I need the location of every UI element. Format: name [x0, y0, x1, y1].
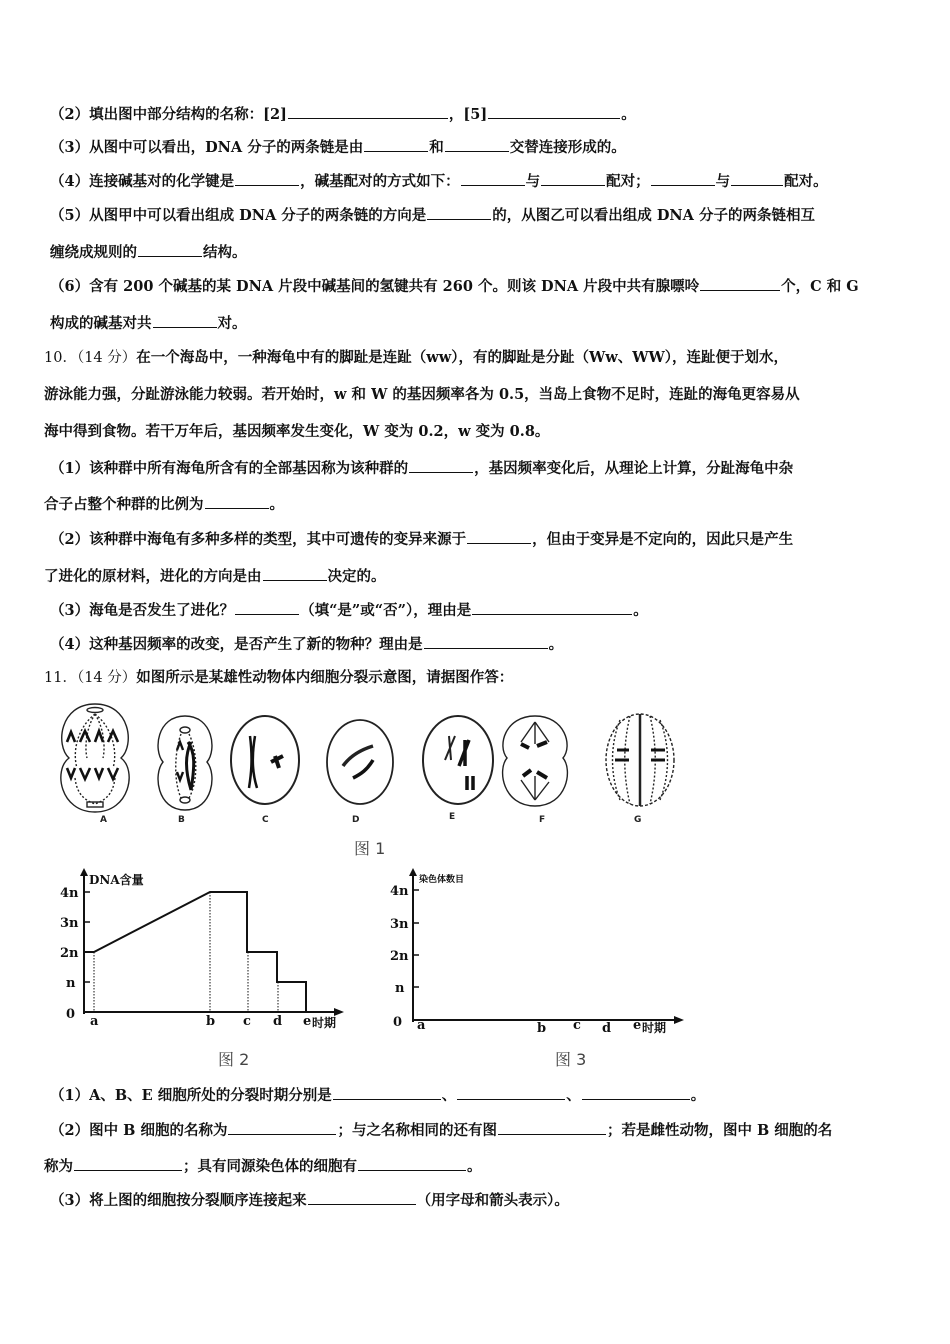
- svg-text:c: c: [243, 1014, 251, 1029]
- q10-p4-prefix: （4）这种基因频率的改变，是否产生了新的物种？理由是: [50, 636, 423, 653]
- answer-blank[interactable]: [364, 137, 428, 152]
- q10-stem-line3: [44, 422, 910, 442]
- q9-p4-mid2: 与: [525, 173, 541, 190]
- q9-p4-mid3: 配对；: [606, 173, 650, 190]
- answer-blank[interactable]: [461, 171, 525, 186]
- svg-text:d: d: [602, 1021, 612, 1036]
- q9-part3: [50, 137, 910, 158]
- q11-p2-line2-mid: ；具有同源染色体的细胞有: [183, 1158, 357, 1175]
- q9-p5-line2-end: 结构。: [203, 244, 247, 261]
- q10-p3-prefix: （3）海龟是否发生了进化？: [50, 602, 235, 619]
- q9-part5: [50, 205, 910, 226]
- answer-blank[interactable]: [288, 104, 448, 119]
- q10-p3-end: 。: [633, 602, 648, 619]
- svg-text:3n: 3n: [390, 917, 409, 932]
- q9-p6-prefix: （6）含有 200 个碱基的某 DNA 片段中碱基间的氢键共有 260 个。则该 DNA 片段中共有腺嘌呤: [50, 278, 700, 295]
- q11-p2-prefix: （2）图中 B 细胞的名称为: [50, 1122, 228, 1139]
- answer-blank[interactable]: [488, 104, 620, 119]
- q11-p2-mid: ；与之名称相同的还有图: [337, 1122, 497, 1139]
- figure1-caption: 图 1: [354, 839, 386, 858]
- q10-part3: [50, 600, 910, 621]
- cell-d: [327, 720, 393, 804]
- cell-label-d: D: [352, 815, 360, 825]
- answer-blank[interactable]: [427, 205, 491, 220]
- cell-g: [606, 714, 674, 806]
- q9-part4: [50, 171, 910, 192]
- q10-p2-line2-end: 决定的。: [327, 568, 386, 585]
- q9-p5-end: 的，从图乙可以看出组成 DNA 分子的两条链相互: [492, 207, 815, 224]
- answer-blank[interactable]: [153, 313, 217, 328]
- cell-label-f: F: [539, 815, 546, 825]
- q10-p4-end: 。: [548, 636, 564, 653]
- q10-p2-end: ，但由于变异是不定向的，因此只是产生: [532, 531, 794, 548]
- answer-blank[interactable]: [308, 1190, 416, 1205]
- q9-part6: [50, 276, 910, 297]
- cell-a: [61, 704, 129, 812]
- q10-part4: [50, 634, 910, 655]
- svg-text:c: c: [573, 1018, 581, 1033]
- cell-b: [158, 716, 212, 810]
- answer-blank[interactable]: [205, 494, 269, 509]
- svg-text:b: b: [537, 1021, 547, 1036]
- answer-blank[interactable]: [445, 137, 509, 152]
- q9-p4-mid4: 与: [715, 173, 731, 190]
- svg-text:时期: 时期: [312, 1016, 337, 1030]
- q11-p1-sep: 、: [566, 1087, 581, 1104]
- q9-p6-line2-prefix: 构成的碱基对共: [50, 315, 152, 332]
- q10-stem-text: 海中得到食物。若干万年后，基因频率发生变化，W 变为 0.2，w 变为 0.8。: [44, 423, 550, 440]
- q9-p4-mid1: ，碱基配对的方式如下：: [300, 173, 460, 190]
- answer-blank[interactable]: [74, 1156, 182, 1171]
- q9-p3-end: 交替连接形成的。: [509, 139, 626, 156]
- q10-stem-text: 游泳能力强，分趾游泳能力较弱。若开始时，w 和 W 的基因频率各为 0.5，当岛上食物不足时，连趾的海龟更容易从: [44, 386, 800, 403]
- q10-part2-line2: [44, 566, 910, 587]
- q11-part2-line2: [44, 1156, 910, 1177]
- q11-part1: [50, 1085, 910, 1106]
- svg-text:n: n: [395, 981, 405, 996]
- q11-p1-end: 。: [690, 1087, 706, 1104]
- svg-text:4n: 4n: [60, 886, 79, 901]
- q11-part3: [50, 1190, 910, 1211]
- svg-text:d: d: [273, 1014, 283, 1029]
- answer-blank[interactable]: [467, 529, 531, 544]
- svg-text:e: e: [303, 1014, 312, 1029]
- cell-f: [503, 716, 568, 806]
- cell-e: [423, 716, 493, 804]
- q9-p5-line2-prefix: 缠绕成规则的: [50, 244, 137, 261]
- answer-blank[interactable]: [235, 600, 299, 615]
- svg-text:a: a: [417, 1018, 426, 1033]
- svg-text:时期: 时期: [642, 1021, 667, 1035]
- q10-p1-prefix: （1）该种群中所有海龟所含有的全部基因称为该种群的: [50, 460, 409, 477]
- q9-p3-mid: 和: [429, 139, 444, 156]
- svg-text:2n: 2n: [60, 946, 79, 961]
- answer-blank[interactable]: [333, 1085, 441, 1100]
- svg-text:染色体数目: 染色体数目: [419, 875, 465, 885]
- svg-text:0: 0: [393, 1015, 403, 1030]
- svg-text:2n: 2n: [390, 949, 409, 964]
- q9-part6-line2: [50, 313, 910, 334]
- figure1-cell-diagrams: [55, 700, 695, 830]
- q11-p1-sep: 、: [441, 1087, 457, 1104]
- q10-stem-line1: [44, 348, 910, 368]
- q10-p2-prefix: （2）该种群中海龟有多种多样的类型，其中可遗传的变异来源于: [50, 531, 467, 548]
- answer-blank[interactable]: [424, 634, 548, 649]
- answer-blank[interactable]: [228, 1120, 336, 1135]
- q11-p2-end: ；若是雌性动物，图中 B 细胞的名: [606, 1122, 833, 1139]
- answer-blank[interactable]: [358, 1156, 466, 1171]
- figure2-caption: 图 2: [218, 1050, 250, 1069]
- svg-text:e: e: [633, 1018, 642, 1033]
- q9-p5-prefix: （5）从图甲中可以看出组成 DNA 分子的两条链的方向是: [50, 207, 427, 224]
- q9-p6-end: 个，C 和 G: [781, 278, 859, 295]
- q10-p2-line2-prefix: 了进化的原材料，进化的方向是由: [44, 568, 262, 585]
- q11-p3-end: （用字母和箭头表示）。: [416, 1192, 569, 1209]
- question-number: 11．（14 分）: [44, 670, 137, 686]
- q11-p2-line2-prefix: 称为: [44, 1158, 73, 1175]
- q11-p2-line2-end: 。: [467, 1158, 482, 1175]
- svg-text:n: n: [66, 976, 76, 991]
- answer-blank[interactable]: [263, 566, 327, 581]
- svg-text:b: b: [206, 1014, 216, 1029]
- q11-p3-prefix: （3）将上图的细胞按分裂顺序连接起来: [50, 1192, 307, 1209]
- q9-part2: [50, 104, 910, 125]
- svg-text:0: 0: [66, 1007, 76, 1022]
- answer-blank[interactable]: [700, 276, 780, 291]
- q9-p4-end: 配对。: [784, 173, 828, 190]
- q11-stem: [44, 668, 910, 688]
- q9-p6-line2-end: 对。: [217, 315, 247, 332]
- q9-p2-end: 。: [621, 106, 636, 123]
- q9-part5-line2: [50, 242, 910, 263]
- cell-label-b: B: [178, 815, 185, 825]
- answer-blank[interactable]: [409, 458, 473, 473]
- answer-blank[interactable]: [472, 600, 632, 615]
- dna-content-line: [84, 892, 306, 1012]
- q10-part1: [50, 458, 910, 479]
- answer-blank[interactable]: [235, 171, 299, 186]
- q10-part2: [50, 529, 910, 550]
- svg-text:4n: 4n: [390, 884, 409, 899]
- answer-blank[interactable]: [498, 1120, 606, 1135]
- q10-stem-text: 在一个海岛中，一种海龟中有的脚趾是连趾（ww），有的脚趾是分趾（Ww、WW），连趾便于划水，: [136, 349, 789, 366]
- q9-p3-prefix: （3）从图中可以看出，DNA 分子的两条链是由: [50, 139, 364, 156]
- q10-part1-line2: [44, 494, 910, 515]
- figure3-chromosome-chart: [385, 862, 695, 1042]
- q9-p2-mid: ，[5]: [448, 106, 488, 123]
- answer-blank[interactable]: [582, 1085, 690, 1100]
- q10-p3-mid: （填“是”或“否”），理由是: [300, 602, 472, 619]
- answer-blank[interactable]: [731, 171, 783, 186]
- q10-p1-line2-prefix: 合子占整个种群的比例为: [44, 496, 204, 513]
- q10-stem-line2: [44, 385, 910, 405]
- cell-label-e: E: [449, 812, 456, 822]
- answer-blank[interactable]: [541, 171, 605, 186]
- svg-text:a: a: [90, 1014, 99, 1029]
- q9-p2-prefix: （2）填出图中部分结构的名称：[2]: [50, 106, 287, 123]
- figure2-dna-chart: [60, 862, 370, 1042]
- figure3-caption: 图 3: [555, 1050, 587, 1069]
- cell-label-a: A: [100, 815, 107, 825]
- question-number: 10．（14 分）: [44, 350, 137, 366]
- q11-stem-text: 如图所示是某雄性动物体内细胞分裂示意图，请据图作答：: [136, 669, 514, 686]
- answer-blank[interactable]: [138, 242, 202, 257]
- svg-text:3n: 3n: [60, 916, 79, 931]
- cell-label-c: C: [262, 815, 269, 825]
- q11-p1-prefix: （1）A、B、E 细胞所处的分裂时期分别是: [50, 1087, 332, 1104]
- q9-p4-prefix: （4）连接碱基对的化学键是: [50, 173, 235, 190]
- svg-text:DNA含量: DNA含量: [89, 873, 144, 887]
- q11-part2: [50, 1120, 910, 1141]
- cell-c: [231, 716, 299, 804]
- q10-p1-line2-end: 。: [269, 496, 284, 513]
- answer-blank[interactable]: [457, 1085, 565, 1100]
- q10-p1-end: ，基因频率变化后，从理论上计算，分趾海龟中杂: [474, 460, 794, 477]
- cell-label-g: G: [634, 815, 642, 825]
- answer-blank[interactable]: [651, 171, 715, 186]
